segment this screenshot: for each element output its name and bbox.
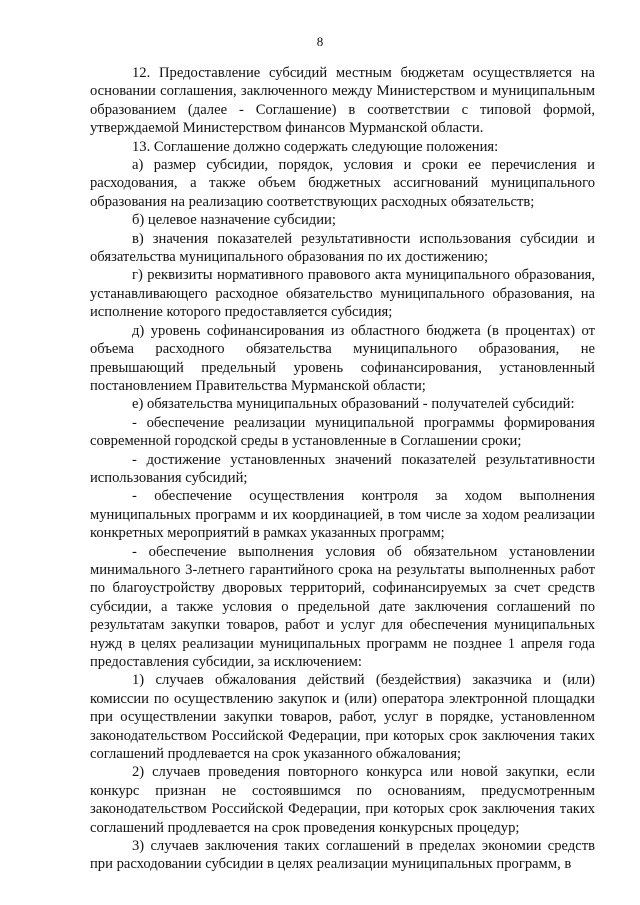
item-g: г) реквизиты нормативного правового акта муниципального образования, устанавливающего расходное обязательство муниципального образования, на исполнение которого предоставляется субсидия; (90, 267, 595, 321)
item-v: в) значения показателей результативности использования субсидии и обязательства муниципального образования по их достижению; (90, 230, 595, 266)
item-b: б) целевое назначение субсидии; (132, 212, 336, 229)
obligation-2: - достижение установленных значений показателей результативности использования субсидий; (90, 451, 595, 486)
obligation-1: - обеспечение реализации муниципальной программы формирования современной городской среды в установленные в Соглашении сроки; (90, 414, 595, 450)
item-e: е) обязательства муниципальных образований - получателей субсидий: (132, 396, 575, 413)
document-body (90, 64, 595, 874)
exception-2: 2) случаев проведения повторного конкурса или новой закупки, если конкурс признан не состоявшимся по основаниям, предусмотренным законодательством Российской Федерации, при которых срок заключения таких соглашений продлевается на срок проведения конкурсных процедур; (90, 764, 595, 836)
page-number: 8 (316, 34, 324, 49)
exception-3: 3) случаев заключения таких соглашений в пределах экономии средств при расходовании субсидии в целях реализации муниципальных программ, в (90, 838, 595, 873)
item-d: д) уровень софинансирования из областного бюджета (в процентах) от объема расходного обязательства муниципального образования, не превышающий предельный уровень софинансирования, установленный постановлением Правительства Мурманской области; (90, 322, 595, 394)
paragraph-13: 13. Соглашение должно содержать следующие положения: (132, 138, 499, 155)
exception-1: 1) случаев обжалования действий (бездействия) заказчика и (или) комиссии по осуществлению закупок и (или) оператора электронной площадки при осуществлении закупки товаров, работ, услуг в порядке, установленном законодательством Российской Федерации, при которых срок заключения таких соглашений продлевается на срок указанного обжалования; (90, 672, 595, 763)
paragraph-12: 12. Предоставление субсидий местным бюджетам осуществляется на основании соглашения, заключенного между Министерством и муниципальным образованием (далее - Соглашение) в соответствии с типовой формой, утверждаемой Министерством финансов Мурманской области. (90, 65, 595, 137)
obligation-4: - обеспечение выполнения условия об обязательном установлении минимального 3-летнего гарантийного срока на результаты выполненных работ по благоустройству дворовых территорий, софинансируемых за счет средств субсидии, а также условия о предельной дате заключения соглашений по результатам закупки товаров, работ и услуг для обеспечения муниципальных нужд в целях реализации муниципальных программ не позднее 1 апреля года предоставления субсидии, за исключением: (90, 543, 595, 670)
obligation-3: - обеспечение осуществления контроля за ходом выполнения муниципальных программ и их координацией, в том числе за ходом реализации конкретных мероприятий в рамках указанных программ; (90, 488, 595, 542)
item-a: а) размер субсидии, порядок, условия и сроки ее перечисления и расходования, а также объем бюджетных ассигнований муниципального образования на реализацию соответствующих расходных обязательств; (90, 157, 595, 210)
